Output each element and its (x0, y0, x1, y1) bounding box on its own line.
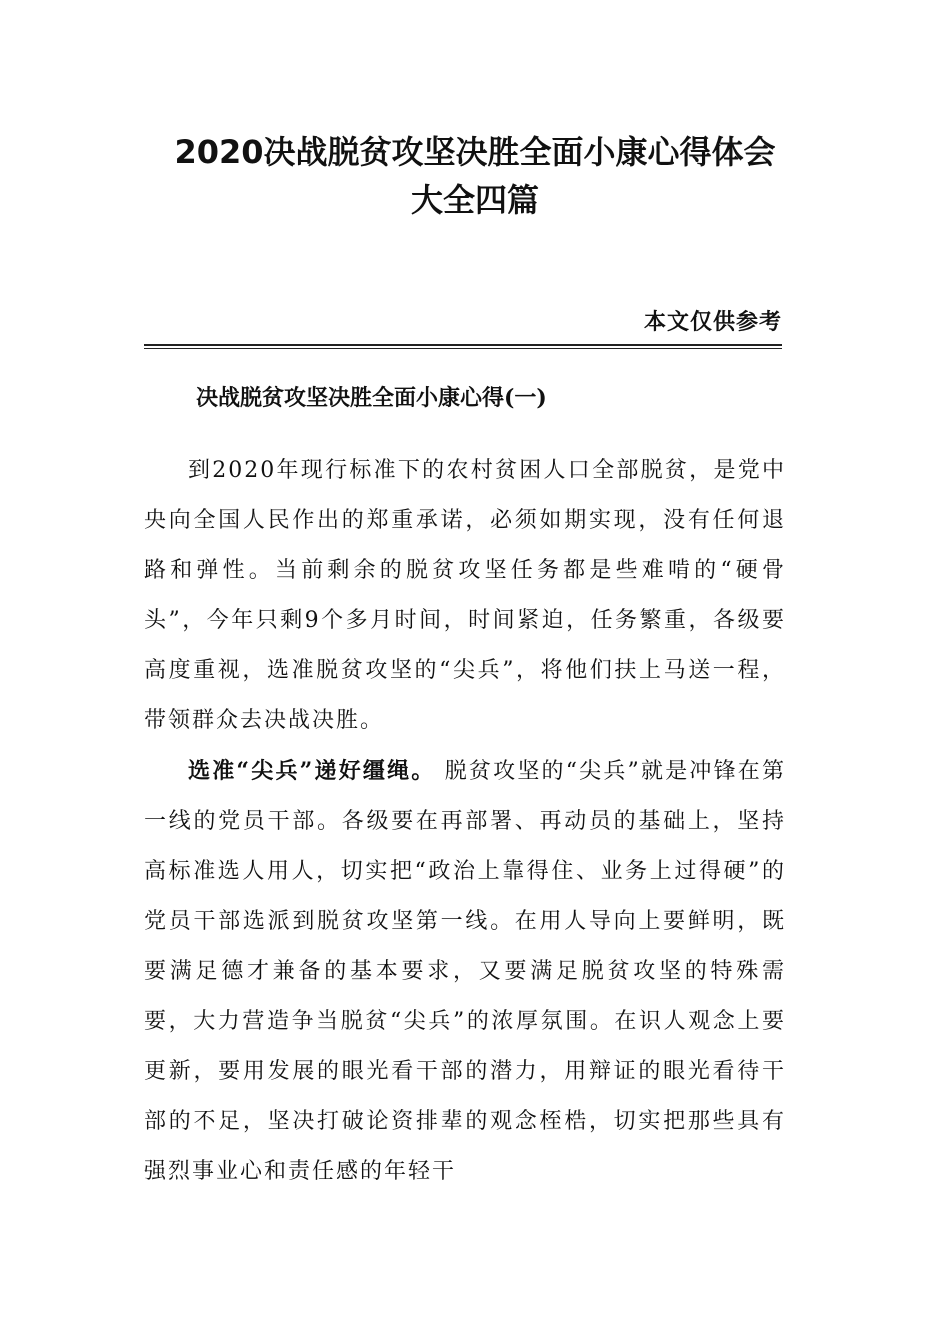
title-line-2: 大全四篇 (410, 181, 539, 219)
paragraph-1: 到2020年现行标准下的农村贫困人口全部脱贫，是党中央向全国人民作出的郑重承诺，必须如期实现，没有任何退路和弹性。当前剩余的脱贫攻坚任务都是些难啃的“硬骨头”，今年只剩9个多月时间，时间紧迫，任务繁重，各级要高度重视，选准脱贫攻坚的“尖兵”，将他们扶上马送一程，带领群众去决战决胜。 (144, 458, 786, 733)
title-line-1: 2020决战脱贫攻坚决胜全面小康心得体会 (174, 133, 776, 171)
paragraph-2 (144, 746, 786, 1197)
paragraph-2-lead: 选准“尖兵”递好缰绳。 (188, 758, 436, 784)
reference-note: 本文仅供参考 (643, 309, 782, 335)
section-heading: 决战脱贫攻坚决胜全面小康心得(一) (196, 385, 547, 411)
paragraph-2-text: 脱贫攻坚的“尖兵”就是冲锋在第一线的党员干部。各级要在再部署、再动员的基础上，坚持高标准选人用人，切实把“政治上靠得住、业务上过得硬”的党员干部选派到脱贫攻坚第一线。在用人导向上要鲜明，既要满足德才兼备的基本要求，又要满足脱贫攻坚的特殊需要，大力营造争当脱贫“尖兵”的浓厚氛围。在识人观念上要更新，要用发展的眼光看干部的潜力，用辩证的眼光看待干部的不足，坚决打破论资排辈的观念桎梏，切实把那些具有强烈事业心和责任感的年轻干 (144, 759, 787, 1184)
header-rule-thick (144, 344, 782, 346)
document-title (0, 128, 950, 224)
header-rule-thin (144, 348, 782, 349)
document-body (144, 446, 786, 1197)
